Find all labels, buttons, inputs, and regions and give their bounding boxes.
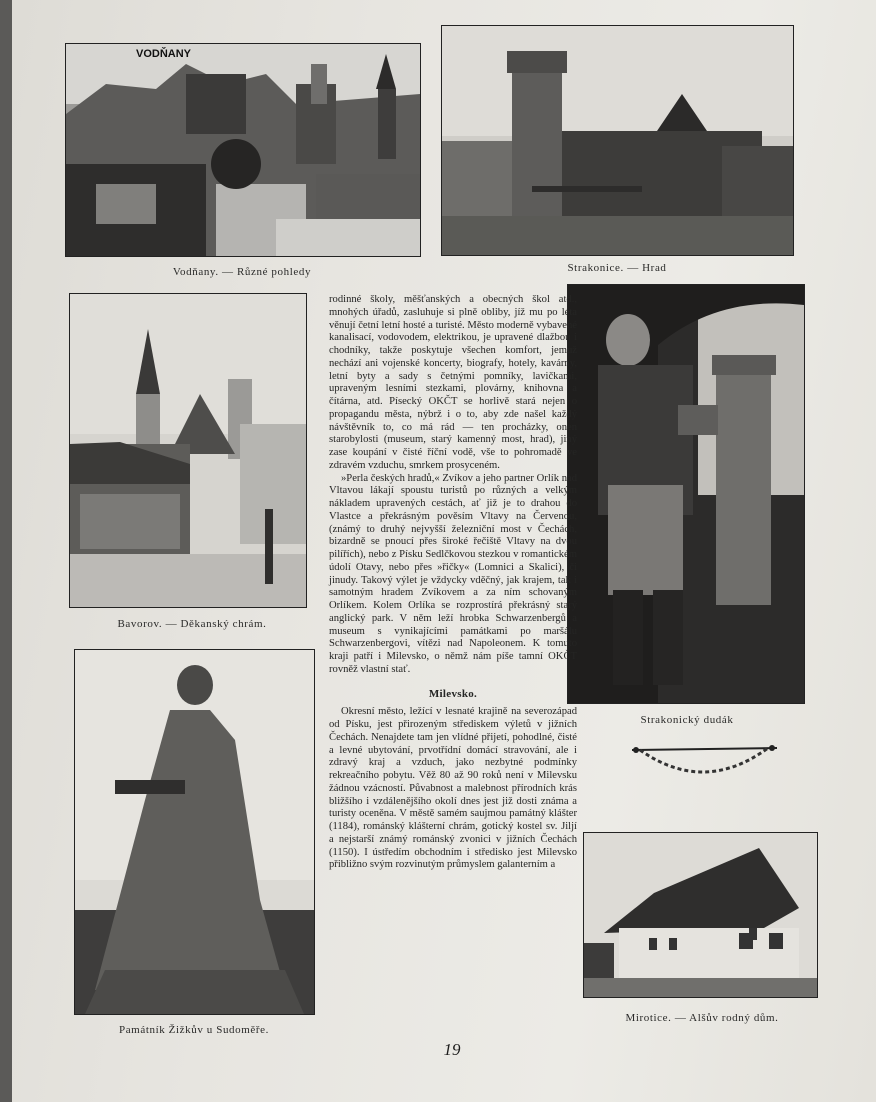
caption-bavorov: Bavorov. — Děkanský chrám. xyxy=(117,618,267,630)
article-paragraph: rodinné školy, měšťanských a obecných škol atd., mnohých úřadů, zasluhuje si plně obliby, jíž mu po léta věnují četní letní hosté a turisté. Město moderně vybavené kanalisací, vodovodem, elektrikou, je upravené dlažbou i chodníky, takže poskytuje všechen komfort, jemuž nechází ani vojenské koncerty, biografy, hotely, kavárny, letní byty a sady s četnými pomníky, lavičkami, upraveným lesními stezkami, plovárny, knihovna a čítárna, atd. Písecký OKČT se horlivě stará nejen o propagandu města, nýbrž i o to, aby zde našel každý návštěvník to, co má rád — ten procházky, onen starobylosti (museum, starý kamenný most, hrad), jiný zase koupání v čisté říční vodě, vše to pohromadě ve zdravém vzduchu, smrkem prosyceném. xyxy=(329,294,577,471)
magazine-page xyxy=(12,0,876,1102)
photo-bavorov xyxy=(69,293,307,608)
caption-vodnany: Vodňany. — Různé pohledy xyxy=(172,266,312,278)
photo-pamatnik xyxy=(74,649,315,1015)
caption-dudak: Strakonický dudák xyxy=(640,714,734,726)
caption-pamatnik: Památník Žižkův u Sudoměře. xyxy=(118,1024,269,1036)
decorative-garland-icon xyxy=(632,740,777,790)
photo-inset-label: VODŇANY xyxy=(136,48,192,60)
page-number: 19 xyxy=(443,1040,461,1059)
photo-vodnany xyxy=(65,43,421,257)
article-heading: Milevsko. xyxy=(428,687,478,700)
photo-dudak xyxy=(567,284,805,704)
article-column xyxy=(329,294,577,872)
photo-strakonice xyxy=(441,25,794,256)
article-paragraph: »Perla českých hradů,« Zvíkov a jeho partner Orlík nad Vltavou lákají spoustu turistů po různých a velkým nákladem upravených cestách, ať již je to drahou do Vlastce a překrásným pověsím Vltavy na Červenou, (známý to druhý nejvyšší železniční most v Čechách, bizardně se pnoucí přes široké řečiště Vltavy na dvou pilířích), nebo z Písku Sedlčkovou stezkou v romantickém údolí Otavy, nebo přes »řičky« (Lomnici a Skalici), či jinudy. Takový výlet je vždycky vděčný, jak krajem, tak i samotným hradem Zvíkovem a za ním schovaným Orlíkem. Kolem Orlíka se rozprostírá překrásný starý anglický park. V něm leží hrobka Schwarzenbergů a museum s vynikajícími památkami po maršálu Schwarzenbergovi, vítězi nad Napoleonem. K tomuto kraji patří i Milevsko, o němž nám píše tamní OKČT rovněž vlastní stať. xyxy=(329,472,577,675)
caption-strakonice: Strakonice. — Hrad xyxy=(567,262,667,274)
caption-mirotice: Mirotice. — Alšův rodný dům. xyxy=(625,1012,779,1024)
article-paragraph: Okresní město, ležící v lesnaté krajině na severozápad od Písku, jest přirozeným střediskem výletů v jižních Čechách. Nenajdete tam jen vlídné přijetí, pohodlné, čisté a levné ubytování, prvotřídní domácí stravování, ale i zdravý kraj a vzduch, jako nezbytné podmínky rekreačního pobytu. Věž 80 až 90 roků není v Milevsku žádnou vzácností. Půvabnost a malebnost přírodních krás bližšího i vzdálenějšího okolí dnes jest již dosti známa a turisty oceněna. V městě samém saujmou památný klášter (1184), románský klášterní chrám, gotický kostel sv. Jiljí a nejstarší známý románský zvonici v jižních Čechách (1150). I ústředím obchodním i středisko jest Milevsko přibližno svým rozvinutým průmyslem galanterním a xyxy=(329,706,577,871)
photo-mirotice xyxy=(583,832,818,998)
